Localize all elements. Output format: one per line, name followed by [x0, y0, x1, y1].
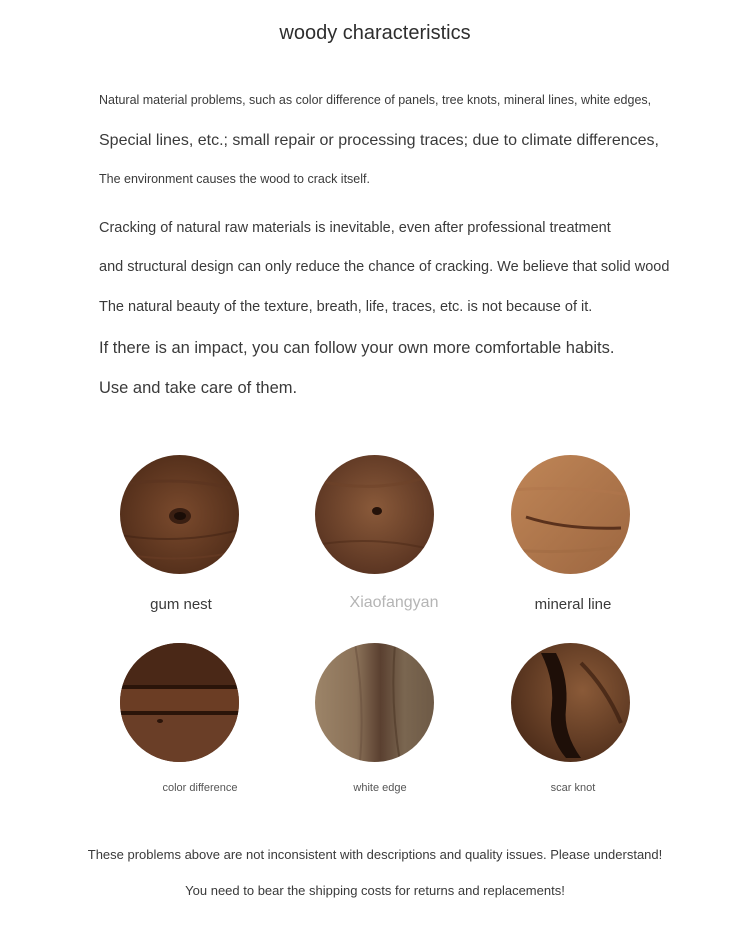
paragraph-line-3: The environment causes the wood to crack itself. [99, 172, 370, 186]
color-difference-wood-sample [120, 643, 239, 762]
paragraph-line-2: Special lines, etc.; small repair or processing traces; due to climate differences, [99, 132, 659, 149]
white-edge-wood-sample [315, 643, 434, 762]
sample-label-color-difference: color difference [162, 782, 238, 794]
sample-label-white-edge: white edge [353, 782, 407, 794]
footer-notice-shipping: You need to bear the shipping costs for returns and replacements! [185, 883, 565, 898]
paragraph-line-6: The natural beauty of the texture, breath, life, traces, etc. is not because of it. [99, 299, 593, 315]
mineral-line-wood-sample [511, 455, 630, 574]
paragraph-line-5: and structural design can only reduce the chance of cracking. We believe that solid wood [99, 259, 670, 275]
scar-knot-wood-sample [511, 643, 630, 762]
paragraph-line-8: Use and take care of them. [99, 379, 298, 397]
page-title: woody characteristics [279, 22, 471, 44]
sample-label-scar-knot: scar knot [550, 782, 596, 794]
watermark: Xiaofangyan [349, 594, 439, 611]
paragraph-line-7: If there is an impact, you can follow your own more comfortable habits. [99, 339, 615, 357]
sample-label-gum-nest: gum nest [150, 596, 212, 613]
paragraph-line-4: Cracking of natural raw materials is inevitable, even after professional treatment [99, 220, 611, 236]
pine-knot-wood-sample [315, 455, 434, 574]
gum-nest-wood-sample [120, 455, 239, 574]
paragraph-line-1: Natural material problems, such as color difference of panels, tree knots, mineral lines, white edges, [99, 93, 652, 107]
footer-notice-quality: These problems above are not inconsistent with descriptions and quality issues. Please understand! [87, 847, 663, 862]
sample-label-mineral-line: mineral line [534, 596, 612, 613]
